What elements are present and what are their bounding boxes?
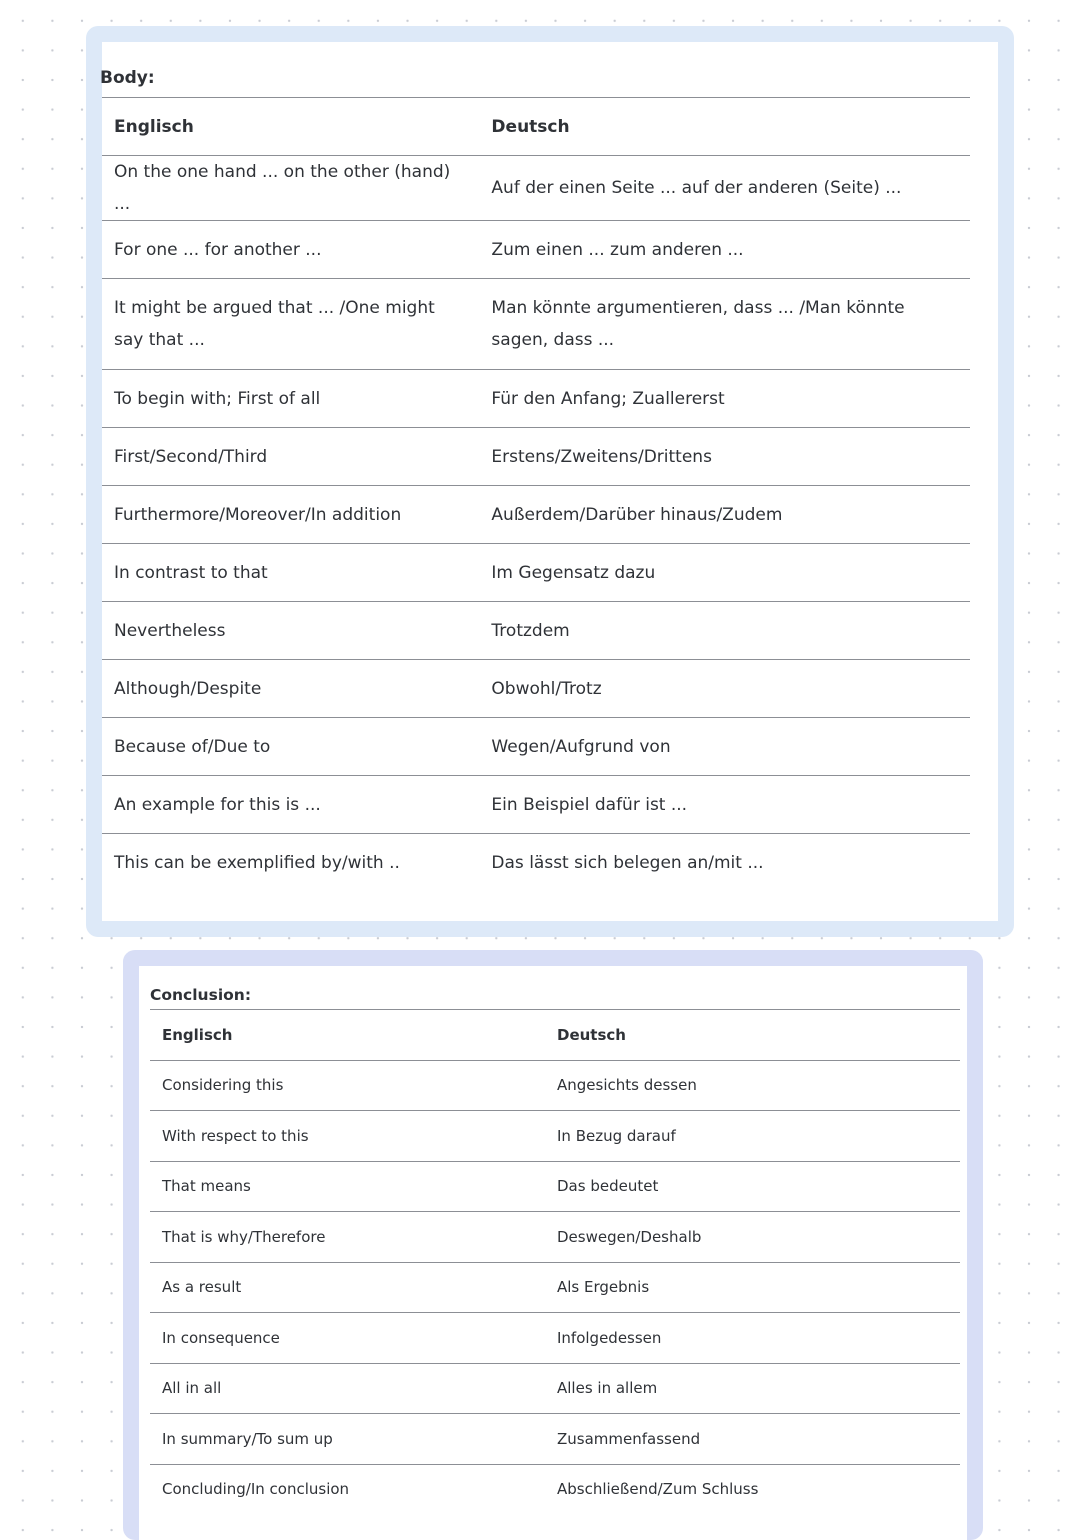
- phrase-english: On the one hand ... on the other (hand) ...: [102, 156, 479, 221]
- phrase-english: Furthermore/Moreover/In addition: [102, 486, 479, 544]
- phrase-german: Abschließend/Zum Schluss: [557, 1480, 759, 1499]
- phrase-german: Alles in allem: [545, 1363, 960, 1414]
- body-section-title: Body:: [100, 68, 155, 88]
- table-row: [102, 221, 970, 279]
- phrase-german: Obwohl/Trotz: [479, 660, 970, 718]
- table-row: [150, 1111, 960, 1162]
- body-phrase-table: [102, 97, 970, 891]
- table-row: [102, 544, 970, 602]
- table-row: [150, 1414, 960, 1465]
- table-row: [150, 1212, 960, 1263]
- phrase-german: Das lässt sich belegen an/mit ...: [491, 852, 764, 873]
- phrase-german: Infolgedessen: [545, 1313, 960, 1364]
- column-header-german: Deutsch: [479, 98, 970, 156]
- phrase-german: Erstens/Zweitens/Drittens: [479, 428, 970, 486]
- table-row: [102, 486, 970, 544]
- phrase-german: Außerdem/Darüber hinaus/Zudem: [479, 486, 970, 544]
- phrase-german: Zum einen ... zum anderen ...: [479, 221, 970, 279]
- table-row: [102, 428, 970, 486]
- phrase-german: Als Ergebnis: [545, 1262, 960, 1313]
- table-row: [150, 1262, 960, 1313]
- column-header-english: Englisch: [150, 1010, 545, 1061]
- phrase-german: Im Gegensatz dazu: [479, 544, 970, 602]
- conclusion-section-title: Conclusion:: [150, 986, 252, 1004]
- phrase-english: In contrast to that: [102, 544, 479, 602]
- table-row: [102, 834, 970, 892]
- table-row: [150, 1313, 960, 1364]
- phrase-german: Ein Beispiel dafür ist ...: [479, 776, 970, 834]
- phrase-english: For one ... for another ...: [102, 221, 479, 279]
- phrase-english: It might be argued that ... /One might say that ...: [102, 279, 479, 370]
- phrase-german: Auf der einen Seite ... auf der anderen (Seite) ...: [479, 156, 970, 221]
- table-row: [102, 660, 970, 718]
- table-row: [150, 1363, 960, 1414]
- phrase-german: Deswegen/Deshalb: [545, 1212, 960, 1263]
- phrase-english: That means: [150, 1161, 545, 1212]
- phrase-english: With respect to this: [150, 1111, 545, 1162]
- phrase-german: Das bedeutet: [545, 1161, 960, 1212]
- table-header-row: [102, 98, 970, 156]
- phrase-german: Wegen/Aufgrund von: [479, 718, 970, 776]
- phrase-english: All in all: [150, 1363, 545, 1414]
- phrase-german: Trotzdem: [479, 602, 970, 660]
- phrase-english: Although/Despite: [102, 660, 479, 718]
- body-section-card: [86, 26, 1014, 937]
- conclusion-phrase-table: [150, 1009, 960, 1514]
- table-row: [102, 370, 970, 428]
- phrase-english: First/Second/Third: [102, 428, 479, 486]
- phrase-german: Für den Anfang; Zuallererst: [479, 370, 970, 428]
- table-row: [102, 718, 970, 776]
- phrase-english: In summary/To sum up: [150, 1414, 545, 1465]
- phrase-english: Because of/Due to: [102, 718, 479, 776]
- phrase-english: Nevertheless: [102, 602, 479, 660]
- phrase-english: This can be exemplified by/with ..: [114, 852, 400, 873]
- table-row: [150, 1060, 960, 1111]
- table-row: [102, 156, 970, 221]
- phrase-german: Zusammenfassend: [545, 1414, 960, 1465]
- table-row: [102, 602, 970, 660]
- conclusion-section-card: [123, 950, 983, 1540]
- phrase-german: Angesichts dessen: [545, 1060, 960, 1111]
- phrase-english: An example for this is ...: [102, 776, 479, 834]
- table-row: [102, 776, 970, 834]
- phrase-german: In Bezug darauf: [545, 1111, 960, 1162]
- phrase-english: That is why/Therefore: [150, 1212, 545, 1263]
- table-row: [150, 1161, 960, 1212]
- phrase-english: Considering this: [150, 1060, 545, 1111]
- phrase-english: In consequence: [150, 1313, 545, 1364]
- column-header-english: Englisch: [102, 98, 479, 156]
- table-row: [102, 279, 970, 370]
- table-header-row: [150, 1010, 960, 1061]
- column-header-german: Deutsch: [545, 1010, 960, 1061]
- phrase-german: Man könnte argumentieren, dass ... /Man könnte sagen, dass ...: [479, 279, 970, 370]
- phrase-english: To begin with; First of all: [102, 370, 479, 428]
- phrase-english: Concluding/In conclusion: [162, 1480, 350, 1499]
- table-row: [150, 1464, 960, 1514]
- phrase-english: As a result: [150, 1262, 545, 1313]
